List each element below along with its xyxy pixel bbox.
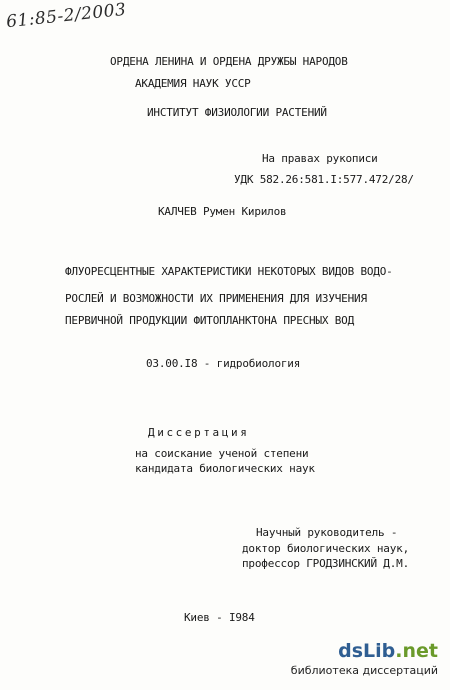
dslib-subtitle: библиотека диссертаций xyxy=(290,664,438,677)
manuscript-rights-note: На правах рукописи xyxy=(262,152,378,165)
document-type: Диссертация xyxy=(148,426,250,439)
header-orders-line: ОРДЕНА ЛЕНИНА И ОРДЕНА ДРУЖБЫ НАРОДОВ xyxy=(110,55,348,68)
udk-code: УДК 582.26:581.I:577.472/28/ xyxy=(234,173,414,186)
dslib-watermark xyxy=(290,640,446,684)
title-line-3: ПЕРВИЧНОЙ ПРОДУКЦИИ ФИТОПЛАНКТОНА ПРЕСНЫХ ВОД xyxy=(65,314,355,327)
title-line-1: ФЛУОРЕСЦЕНТНЫЕ ХАРАКТЕРИСТИКИ НЕКОТОРЫХ ВИДОВ ВОДО- xyxy=(65,265,393,278)
place-and-year: Киев - I984 xyxy=(184,611,255,624)
specialty-code: 03.00.I8 - гидробиология xyxy=(146,357,301,370)
author-name: КАЛЧЕВ Румен Кирилов xyxy=(158,205,287,218)
degree-purpose-line-2: кандидата биологических наук xyxy=(135,462,315,475)
header-institute-line: ИНСТИТУТ ФИЗИОЛОГИИ РАСТЕНИЙ xyxy=(147,106,327,119)
advisor-line-3: профессор ГРОДЗИНСКИЙ Д.М. xyxy=(242,557,409,570)
dslib-logo: dsLib.net xyxy=(338,640,438,662)
header-academy-line: АКАДЕМИЯ НАУК УССР xyxy=(135,77,251,90)
advisor-line-2: доктор биологических наук, xyxy=(242,542,409,555)
degree-purpose-line-1: на соискание ученой степени xyxy=(135,447,309,460)
handwritten-catalog-number: 61:85-2/2003 xyxy=(5,0,128,33)
title-line-2: РОСЛЕЙ И ВОЗМОЖНОСТИ ИХ ПРИМЕНЕНИЯ ДЛЯ ИЗУЧЕНИЯ xyxy=(65,292,367,305)
advisor-line-1: Научный руководитель - xyxy=(256,526,398,539)
